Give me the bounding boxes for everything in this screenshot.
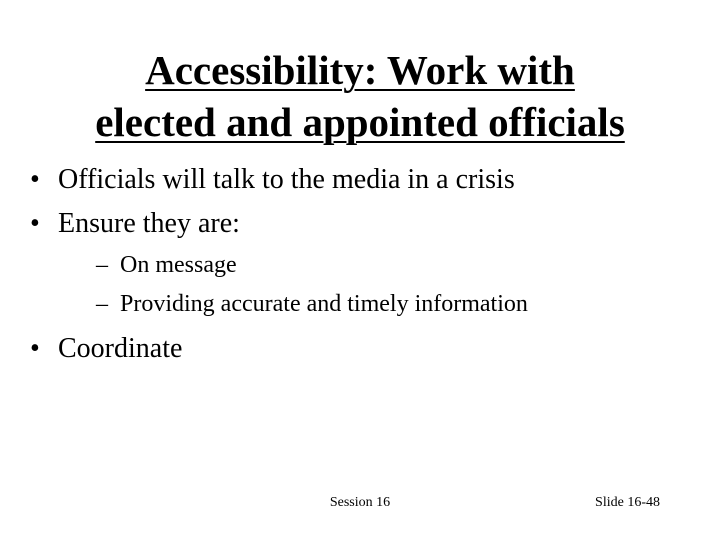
- sub-bullet-item: [30, 289, 690, 319]
- title-line-2: elected and appointed officials: [95, 99, 625, 145]
- sub-bullet-item: [30, 250, 690, 280]
- bullet-text: Ensure they are:: [58, 208, 240, 239]
- bullet-text: Coordinate: [58, 333, 183, 364]
- bullet-list: [30, 162, 690, 367]
- footer-session-label: Session 16: [329, 495, 391, 510]
- bullet-item: [30, 162, 690, 198]
- title-line-1: Accessibility: Work with: [145, 47, 575, 93]
- bullet-item: [30, 206, 690, 242]
- bullet-item: [30, 331, 690, 367]
- bullet-marker: •: [30, 208, 40, 239]
- bullet-marker: •: [30, 164, 40, 195]
- slide-title: [40, 44, 680, 148]
- bullet-text: Officials will talk to the media in a crisis: [58, 164, 515, 195]
- footer-slide-number: Slide 16-48: [595, 495, 660, 510]
- sub-bullet-text: Providing accurate and timely information: [120, 291, 528, 317]
- sub-bullet-marker: –: [96, 252, 108, 278]
- sub-bullet-text: On message: [120, 252, 237, 278]
- bullet-marker: •: [30, 333, 40, 364]
- sub-bullet-marker: –: [96, 291, 108, 317]
